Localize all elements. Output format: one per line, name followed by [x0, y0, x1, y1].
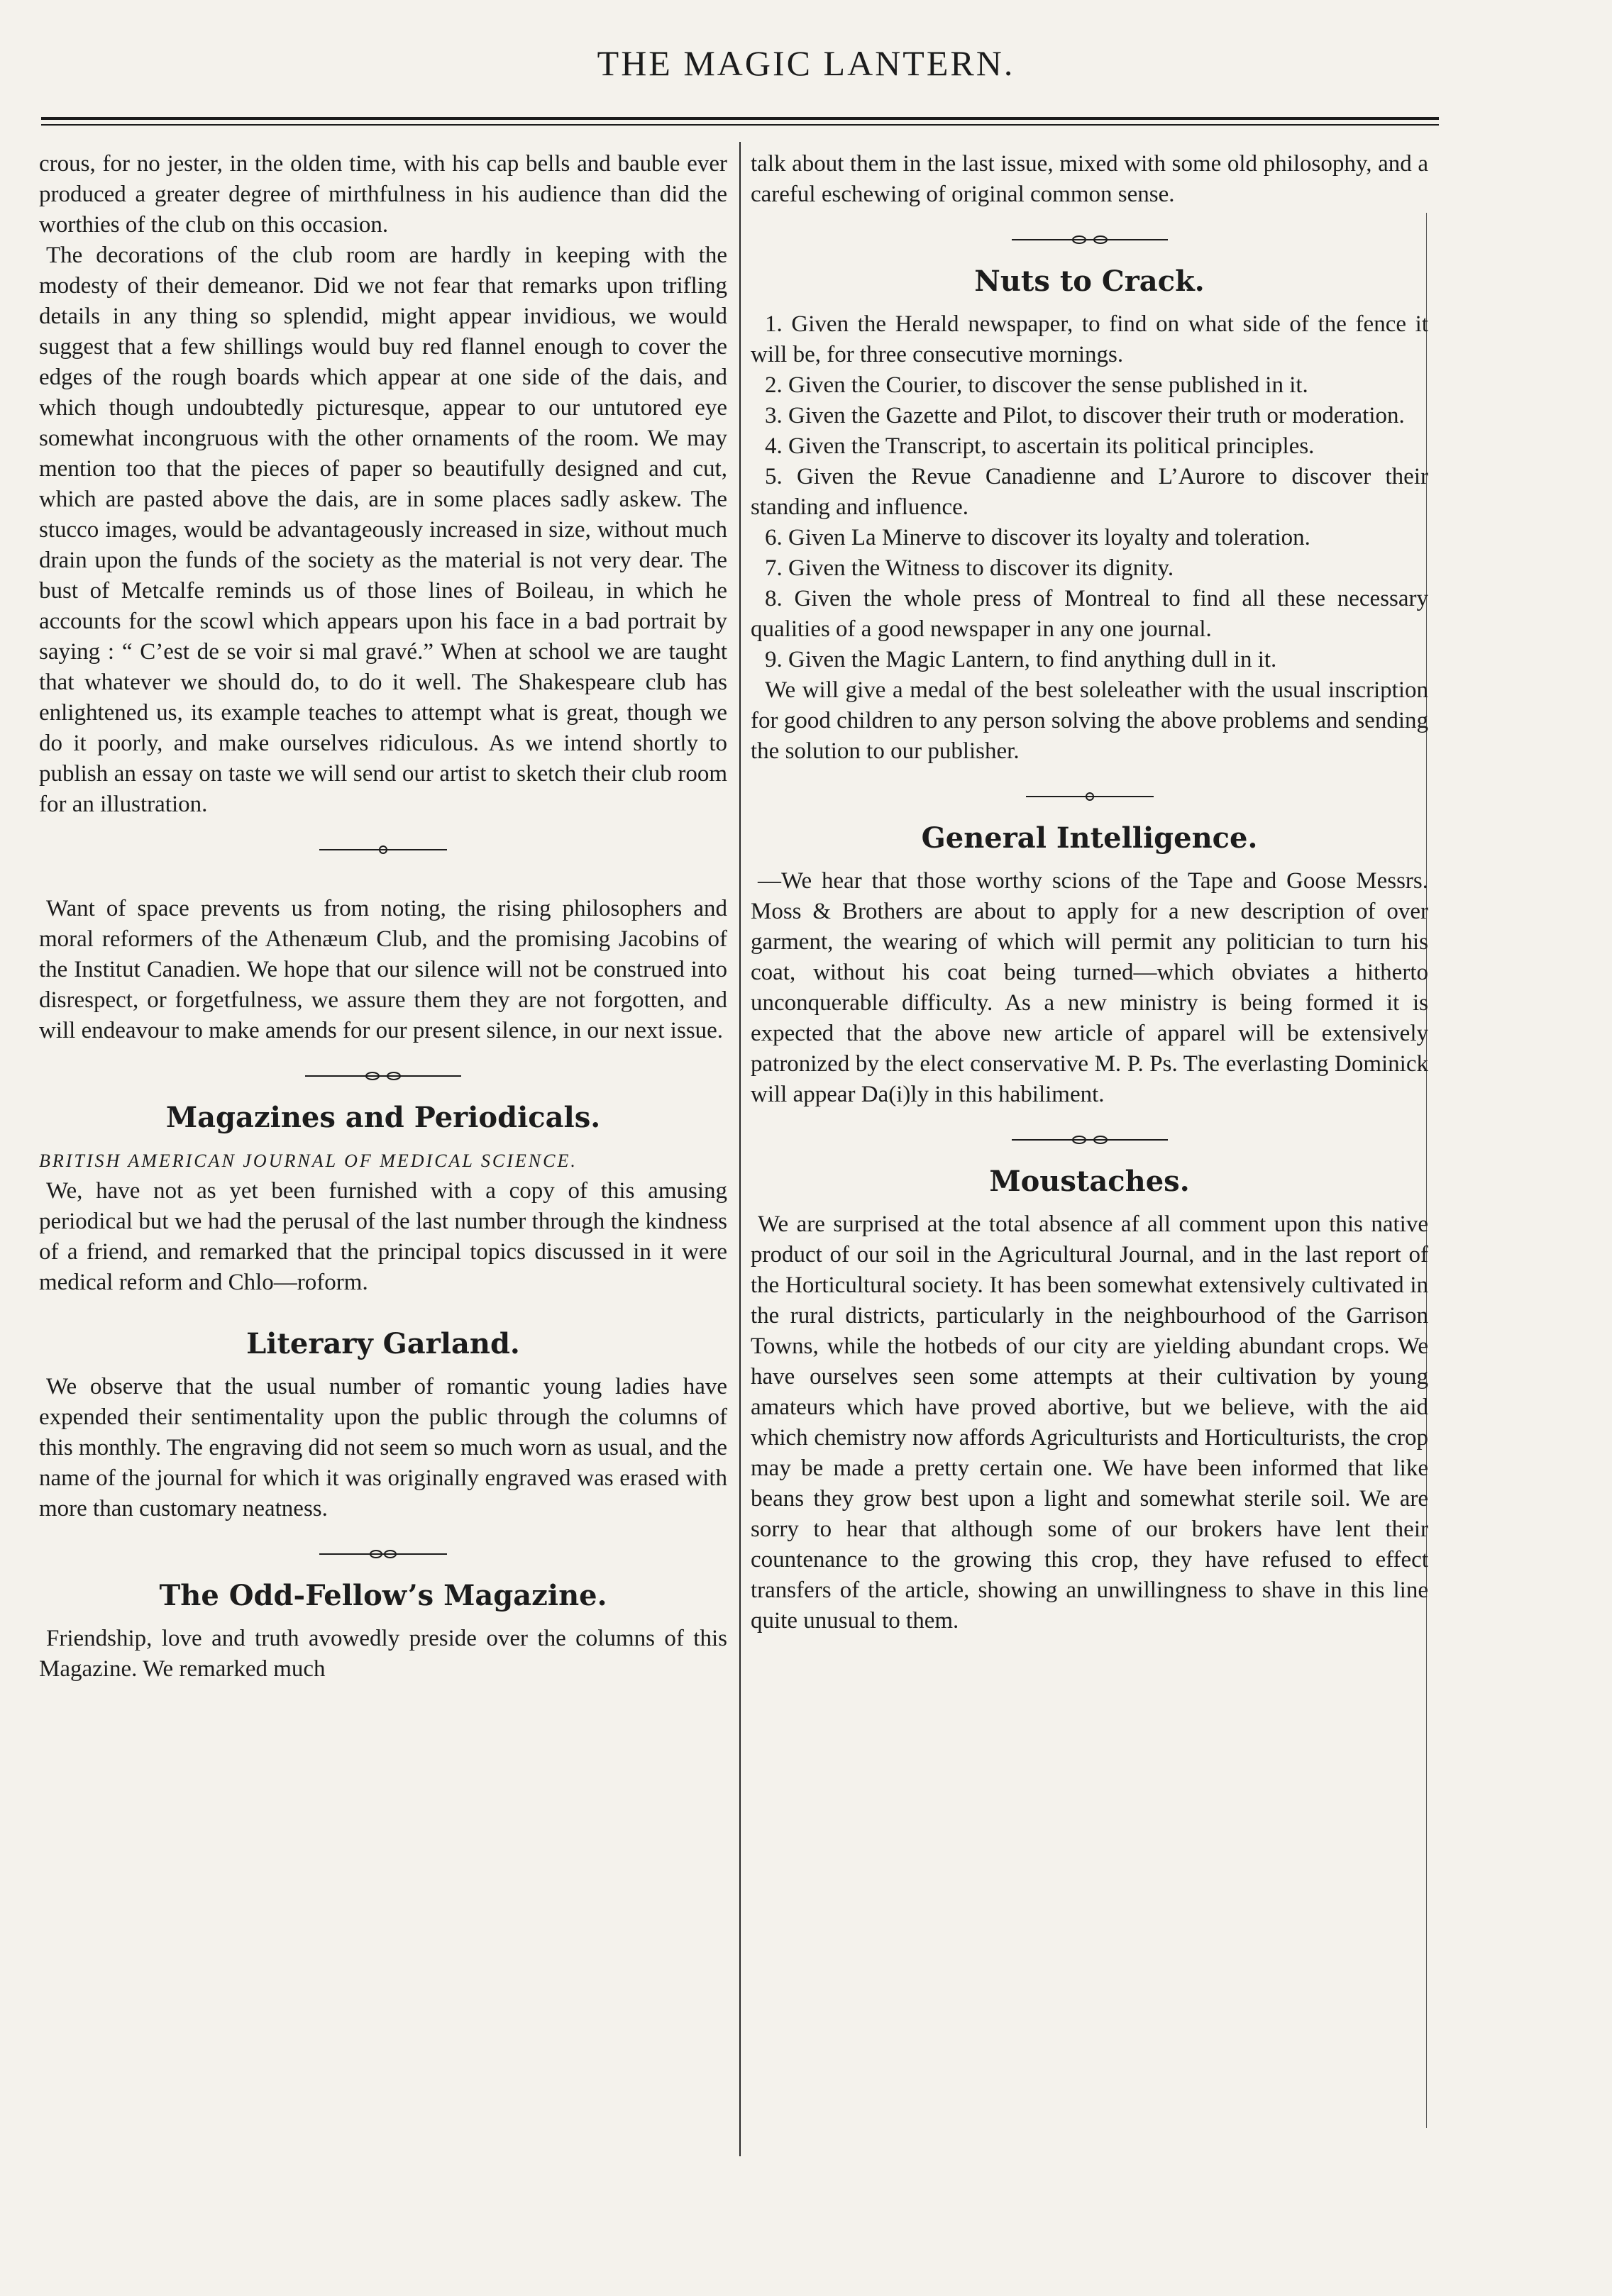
club-paragraph-3: Want of space prevents us from noting, the rising philosophers and moral reformers of the Athenæum Club, and the promising Jacobins of the Institut Canadien. We hope that our silence will not be construed into disrespect, or forgetfulness, we assure them they are not forgotten, and will endeavour to make amends for our present silence, in our next issue.: [39, 896, 727, 1043]
section-heading-magazines: Magazines and Periodicals.: [165, 1101, 601, 1134]
masthead-rule: [41, 117, 1439, 120]
list-item: 2. Given the Courier, to discover the sense published in it.: [765, 372, 1308, 398]
section-heading-nuts-to-crack: Nuts to Crack.: [974, 265, 1205, 298]
left-column: [39, 149, 727, 1685]
ornamental-rule: [751, 226, 1428, 254]
list-item: 6. Given La Minerve to discover its loyalty and toleration.: [765, 525, 1310, 550]
moustaches-paragraph: We are surprised at the total absence af all comment upon this native product of our soil in the Agricultural Journal, and in the last report of the Horticultural society. It has been somewhat extensively cultivated in the rural districts, particularly in the neighbourhood of the Garrison Towns, while the hotbeds of our city are yielding abundant crops. We have ourselves seen some attempts at their cultivation by young amateurs which have proved abortive, but we believe, with the aid which chemistry now affords Agriculturists and Horticulturists, the crop may be made a pretty certain one. We have been informed that like beans they grow best upon a light and somewhat sterile soil. We are sorry to hear that although some of our brokers have lent their countenance to the growing this crop, they have refused to effect transfers of the article, showing an unwillingness to shave in this line quite unusual to them.: [751, 1211, 1428, 1634]
club-paragraph-2: The decorations of the club room are hardly in keeping with the modesty of their demeanor. Did we not fear that remarks upon trifling details in any thing so splendid, might appear invidious, we would suggest that a few shillings would buy red flannel enough to cover the edges of the rough boards which appear at one side of the dais, and which though undoubtedly picturesque, appear to our untutored eye somewhat incongruous with the other ornaments of the room. We may mention too that the pieces of paper so beautifully designed and cut, which are pasted above the dais, are in some places sadly askew. The stucco images, would be advantageously increased in size, without much drain upon the funds of the society as the material is not very dear. The bust of Metcalfe reminds us of those lines of Boileau, in which he accounts for the scowl which appears upon his face in a bad portrait by saying : “ C’est de se voir si mal gravé.” When at school we are taught that whatever we should do, to do it well. The Shakespeare club has enlightened us, its example teaches to attempt what is great, though we do it poorly, and make ourselves ridiculous. As we intend shortly to publish an essay on taste we will send our artist to sketch their club room for an illustration.: [39, 243, 727, 817]
ornamental-rule: [751, 782, 1428, 811]
nuts-list: [751, 309, 1428, 767]
section-heading-literary-garland: Literary Garland.: [246, 1327, 520, 1360]
list-item: 5. Given the Revue Canadienne and L’Aurore to discover their standing and influence.: [751, 464, 1428, 520]
column-divider: [739, 142, 741, 2156]
list-item: 9. Given the Magic Lantern, to find anything dull in it.: [765, 647, 1277, 672]
odd-fellows-paragraph: Friendship, love and truth avowedly preside over the columns of this Magazine. We remarked much: [39, 1626, 727, 1682]
section-heading-moustaches: Moustaches.: [989, 1165, 1190, 1198]
literary-garland-paragraph: We observe that the usual number of romantic young ladies have expended their sentimentality upon the public through the columns of this monthly. The engraving did not seem so much worn as usual, and the name of the journal for which it was originally engraved was erased with more than customary neatness.: [39, 1374, 727, 1521]
list-item: 8. Given the whole press of Montreal to find all these necessary qualities of a good newspaper in any one journal.: [751, 586, 1428, 642]
list-item: 4. Given the Transcript, to ascertain its political principles.: [765, 433, 1315, 459]
magazines-paragraph: We, have not as yet been furnished with a copy of this amusing periodical but we had the perusal of the last number through the kindness of a friend, and remarked that the principal topics discussed in it were medical reform and Chlo—roform.: [39, 1178, 727, 1295]
ornamental-rule: [39, 836, 727, 864]
ornamental-rule: [39, 1540, 727, 1568]
section-subheading: BRITISH AMERICAN JOURNAL OF MEDICAL SCIENCE.: [39, 1150, 578, 1171]
masthead-rule-thin: [41, 124, 1439, 126]
list-item: 1. Given the Herald newspaper, to find on what side of the fence it will be, for three consecutive mornings.: [751, 311, 1428, 367]
list-item: 7. Given the Witness to discover its dignity.: [765, 555, 1174, 581]
masthead-title: THE MAGIC LANTERN.: [597, 43, 1015, 83]
general-intelligence-paragraph: —We hear that those worthy scions of the Tape and Goose Messrs. Moss & Brothers are about to apply for a new description of over garment, the wearing of which will permit any politician to turn his coat, without his coat being turned—which obviates a hitherto unconquerable difficulty. As a new ministry is being formed it is expected that the above new article of apparel will be extensively patronized by the elect conservative M. P. Ps. The everlasting Dominick will appear Da(i)ly in this habiliment.: [751, 868, 1428, 1107]
ornamental-rule: [39, 1062, 727, 1090]
list-item: 3. Given the Gazette and Pilot, to discover their truth or moderation.: [765, 403, 1405, 428]
section-heading-odd-fellows: The Odd-Fellow’s Magazine.: [159, 1579, 607, 1612]
club-paragraph-1: crous, for no jester, in the olden time, with his cap bells and bauble ever produced a greater degree of mirthfulness in his audience than did the worthies of the club on this occasion.: [39, 151, 727, 238]
ornamental-rule: [751, 1126, 1428, 1154]
continued-paragraph: talk about them in the last issue, mixed with some old philosophy, and a careful eschewing of original common sense.: [751, 151, 1428, 207]
section-heading-general-intelligence: General Intelligence.: [921, 821, 1258, 855]
right-column: [751, 149, 1428, 1636]
nuts-closing-paragraph: We will give a medal of the best soleleather with the usual inscription for good children to any person solving the above problems and sending the solution to our publisher.: [751, 677, 1428, 764]
